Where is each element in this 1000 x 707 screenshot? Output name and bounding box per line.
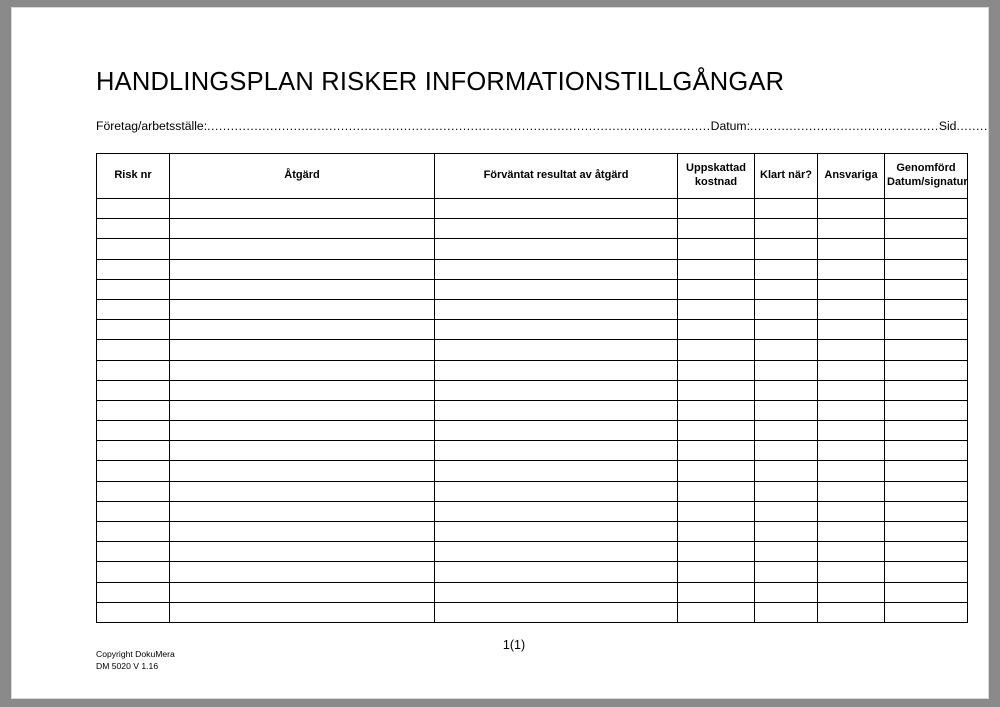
table-row xyxy=(97,380,968,400)
cell-ansvariga[interactable] xyxy=(818,542,885,562)
cell-genomford[interactable] xyxy=(885,421,968,441)
cell-klart-nar[interactable] xyxy=(755,199,818,219)
table-row xyxy=(97,320,968,340)
document-footer xyxy=(96,648,175,673)
cell-atgard[interactable] xyxy=(170,239,435,259)
cell-forvantat-resultat[interactable] xyxy=(435,239,678,259)
table-row xyxy=(97,582,968,602)
document-body xyxy=(82,68,988,672)
cell-forvantat-resultat[interactable] xyxy=(435,340,678,360)
cell-klart-nar[interactable] xyxy=(755,239,818,259)
cell-klart-nar[interactable] xyxy=(755,602,818,622)
cell-uppskattad-kostnad[interactable] xyxy=(678,501,755,521)
cell-forvantat-resultat[interactable] xyxy=(435,421,678,441)
cell-forvantat-resultat[interactable] xyxy=(435,279,678,299)
cell-klart-nar[interactable] xyxy=(755,481,818,501)
cell-klart-nar[interactable] xyxy=(755,299,818,319)
cell-ansvariga[interactable] xyxy=(818,340,885,360)
table-row xyxy=(97,562,968,582)
cell-uppskattad-kostnad[interactable] xyxy=(678,400,755,420)
cell-risk-nr[interactable] xyxy=(97,259,170,279)
cell-ansvariga[interactable] xyxy=(818,299,885,319)
cell-risk-nr[interactable] xyxy=(97,522,170,542)
cell-ansvariga[interactable] xyxy=(818,239,885,259)
document-page xyxy=(12,8,988,698)
cell-uppskattad-kostnad[interactable] xyxy=(678,441,755,461)
cell-genomford[interactable] xyxy=(885,501,968,521)
column-header-genomford xyxy=(885,154,968,199)
date-fill-field[interactable]: ................................................ xyxy=(749,119,939,133)
column-header-uppskattad-kostnad-line2: kostnad xyxy=(694,176,738,188)
cell-ansvariga[interactable] xyxy=(818,199,885,219)
table-row xyxy=(97,602,968,622)
cell-uppskattad-kostnad[interactable] xyxy=(678,259,755,279)
cell-uppskattad-kostnad[interactable] xyxy=(678,219,755,239)
column-header-atgard: Åtgärd xyxy=(170,154,435,199)
cell-atgard[interactable] xyxy=(170,441,435,461)
cell-ansvariga[interactable] xyxy=(818,421,885,441)
cell-atgard[interactable] xyxy=(170,501,435,521)
cell-forvantat-resultat[interactable] xyxy=(435,562,678,582)
cell-atgard[interactable] xyxy=(170,380,435,400)
cell-risk-nr[interactable] xyxy=(97,400,170,420)
cell-atgard[interactable] xyxy=(170,562,435,582)
cell-uppskattad-kostnad[interactable] xyxy=(678,360,755,380)
cell-uppskattad-kostnad[interactable] xyxy=(678,320,755,340)
cell-forvantat-resultat[interactable] xyxy=(435,400,678,420)
cell-atgard[interactable] xyxy=(170,199,435,219)
table-row xyxy=(97,542,968,562)
table-row xyxy=(97,400,968,420)
cell-risk-nr[interactable] xyxy=(97,299,170,319)
cell-atgard[interactable] xyxy=(170,279,435,299)
cell-risk-nr[interactable] xyxy=(97,582,170,602)
cell-atgard[interactable] xyxy=(170,421,435,441)
action-plan-table xyxy=(96,153,968,623)
table-row xyxy=(97,219,968,239)
cell-atgard[interactable] xyxy=(170,582,435,602)
company-label: Företag/arbetsställe: xyxy=(96,119,208,133)
cell-risk-nr[interactable] xyxy=(97,360,170,380)
table-row xyxy=(97,259,968,279)
cell-risk-nr[interactable] xyxy=(97,239,170,259)
cell-genomford[interactable] xyxy=(885,360,968,380)
cell-ansvariga[interactable] xyxy=(818,360,885,380)
cell-uppskattad-kostnad[interactable] xyxy=(678,522,755,542)
cell-ansvariga[interactable] xyxy=(818,461,885,481)
column-header-genomford-line1: Genomförd xyxy=(896,162,956,175)
cell-ansvariga[interactable] xyxy=(818,501,885,521)
cell-ansvariga[interactable] xyxy=(818,582,885,602)
cell-genomford[interactable] xyxy=(885,340,968,360)
cell-ansvariga[interactable] xyxy=(818,522,885,542)
cell-atgard[interactable] xyxy=(170,259,435,279)
cell-forvantat-resultat[interactable] xyxy=(435,299,678,319)
table-header-row xyxy=(97,154,968,199)
cell-risk-nr[interactable] xyxy=(97,380,170,400)
cell-klart-nar[interactable] xyxy=(755,259,818,279)
cell-forvantat-resultat[interactable] xyxy=(435,380,678,400)
column-header-genomford-line2: Datum/signatur xyxy=(887,176,968,188)
cell-risk-nr[interactable] xyxy=(97,461,170,481)
cell-klart-nar[interactable] xyxy=(755,360,818,380)
cell-atgard[interactable] xyxy=(170,461,435,481)
table-row xyxy=(97,299,968,319)
cell-genomford[interactable] xyxy=(885,199,968,219)
table-row xyxy=(97,360,968,380)
cell-risk-nr[interactable] xyxy=(97,602,170,622)
cell-klart-nar[interactable] xyxy=(755,562,818,582)
cell-uppskattad-kostnad[interactable] xyxy=(678,461,755,481)
cell-klart-nar[interactable] xyxy=(755,522,818,542)
cell-ansvariga[interactable] xyxy=(818,562,885,582)
cell-risk-nr[interactable] xyxy=(97,279,170,299)
cell-forvantat-resultat[interactable] xyxy=(435,582,678,602)
cell-uppskattad-kostnad[interactable] xyxy=(678,380,755,400)
cell-genomford[interactable] xyxy=(885,380,968,400)
table-row xyxy=(97,340,968,360)
cell-forvantat-resultat[interactable] xyxy=(435,259,678,279)
cell-uppskattad-kostnad[interactable] xyxy=(678,481,755,501)
column-header-uppskattad-kostnad xyxy=(678,154,755,199)
cell-uppskattad-kostnad[interactable] xyxy=(678,199,755,219)
column-header-forvantat-resultat: Förväntat resultat av åtgärd xyxy=(435,154,678,199)
cell-klart-nar[interactable] xyxy=(755,582,818,602)
cell-atgard[interactable] xyxy=(170,340,435,360)
cell-uppskattad-kostnad[interactable] xyxy=(678,542,755,562)
cell-ansvariga[interactable] xyxy=(818,219,885,239)
cell-risk-nr[interactable] xyxy=(97,421,170,441)
table-row xyxy=(97,481,968,501)
cell-atgard[interactable] xyxy=(170,602,435,622)
cell-genomford[interactable] xyxy=(885,299,968,319)
cell-uppskattad-kostnad[interactable] xyxy=(678,582,755,602)
cell-forvantat-resultat[interactable] xyxy=(435,461,678,481)
cell-atgard[interactable] xyxy=(170,320,435,340)
cell-risk-nr[interactable] xyxy=(97,542,170,562)
cell-klart-nar[interactable] xyxy=(755,400,818,420)
cell-genomford[interactable] xyxy=(885,279,968,299)
table-row xyxy=(97,239,968,259)
cell-ansvariga[interactable] xyxy=(818,259,885,279)
cell-forvantat-resultat[interactable] xyxy=(435,360,678,380)
footer-copyright: Copyright DokuMera xyxy=(96,649,175,659)
cell-risk-nr[interactable] xyxy=(97,199,170,219)
cell-genomford[interactable] xyxy=(885,522,968,542)
cell-klart-nar[interactable] xyxy=(755,340,818,360)
company-fill-field[interactable]: ................................................................................................................................ xyxy=(207,119,711,133)
cell-forvantat-resultat[interactable] xyxy=(435,219,678,239)
cell-genomford[interactable] xyxy=(885,481,968,501)
cell-klart-nar[interactable] xyxy=(755,279,818,299)
page-fill-field[interactable]: ........ xyxy=(956,119,988,133)
cell-risk-nr[interactable] xyxy=(97,320,170,340)
cell-genomford[interactable] xyxy=(885,542,968,562)
cell-uppskattad-kostnad[interactable] xyxy=(678,421,755,441)
cell-genomford[interactable] xyxy=(885,259,968,279)
cell-klart-nar[interactable] xyxy=(755,219,818,239)
cell-uppskattad-kostnad[interactable] xyxy=(678,239,755,259)
cell-genomford[interactable] xyxy=(885,219,968,239)
cell-klart-nar[interactable] xyxy=(755,461,818,481)
page-number: 1(1) xyxy=(502,638,526,652)
cell-ansvariga[interactable] xyxy=(818,320,885,340)
cell-forvantat-resultat[interactable] xyxy=(435,501,678,521)
column-header-klart-nar: Klart när? xyxy=(755,154,818,199)
page-label: Sid xyxy=(938,119,957,133)
cell-atgard[interactable] xyxy=(170,219,435,239)
cell-genomford[interactable] xyxy=(885,239,968,259)
table-row xyxy=(97,199,968,219)
cell-genomford[interactable] xyxy=(885,461,968,481)
cell-ansvariga[interactable] xyxy=(818,602,885,622)
cell-klart-nar[interactable] xyxy=(755,441,818,461)
table-row xyxy=(97,421,968,441)
cell-klart-nar[interactable] xyxy=(755,320,818,340)
cell-forvantat-resultat[interactable] xyxy=(435,522,678,542)
cell-ansvariga[interactable] xyxy=(818,400,885,420)
cell-uppskattad-kostnad[interactable] xyxy=(678,299,755,319)
cell-risk-nr[interactable] xyxy=(97,481,170,501)
cell-forvantat-resultat[interactable] xyxy=(435,602,678,622)
cell-ansvariga[interactable] xyxy=(818,279,885,299)
footer-document-code: DM 5020 V 1.16 xyxy=(96,661,159,672)
cell-genomford[interactable] xyxy=(885,562,968,582)
cell-risk-nr[interactable] xyxy=(97,501,170,521)
column-header-ansvariga: Ansvariga xyxy=(818,154,885,199)
table-row xyxy=(97,441,968,461)
cell-atgard[interactable] xyxy=(170,400,435,420)
cell-genomford[interactable] xyxy=(885,582,968,602)
cell-forvantat-resultat[interactable] xyxy=(435,441,678,461)
cell-forvantat-resultat[interactable] xyxy=(435,542,678,562)
table-row xyxy=(97,501,968,521)
cell-atgard[interactable] xyxy=(170,542,435,562)
cell-klart-nar[interactable] xyxy=(755,542,818,562)
cell-uppskattad-kostnad[interactable] xyxy=(678,562,755,582)
table-body xyxy=(97,199,968,623)
column-header-uppskattad-kostnad-line1: Uppskattad xyxy=(686,162,746,175)
document-meta-line xyxy=(96,119,988,133)
table-row xyxy=(97,522,968,542)
cell-uppskattad-kostnad[interactable] xyxy=(678,340,755,360)
cell-uppskattad-kostnad[interactable] xyxy=(678,602,755,622)
cell-genomford[interactable] xyxy=(885,602,968,622)
cell-klart-nar[interactable] xyxy=(755,421,818,441)
cell-ansvariga[interactable] xyxy=(818,380,885,400)
table-row xyxy=(97,461,968,481)
table-row xyxy=(97,279,968,299)
cell-forvantat-resultat[interactable] xyxy=(435,320,678,340)
cell-risk-nr[interactable] xyxy=(97,441,170,461)
cell-atgard[interactable] xyxy=(170,299,435,319)
cell-forvantat-resultat[interactable] xyxy=(435,481,678,501)
cell-genomford[interactable] xyxy=(885,400,968,420)
cell-risk-nr[interactable] xyxy=(97,340,170,360)
cell-ansvariga[interactable] xyxy=(818,481,885,501)
cell-atgard[interactable] xyxy=(170,481,435,501)
cell-klart-nar[interactable] xyxy=(755,380,818,400)
cell-klart-nar[interactable] xyxy=(755,501,818,521)
page-title: HANDLINGSPLAN RISKER INFORMATIONSTILLGÅNGAR xyxy=(96,68,785,96)
cell-risk-nr[interactable] xyxy=(97,562,170,582)
cell-uppskattad-kostnad[interactable] xyxy=(678,279,755,299)
cell-atgard[interactable] xyxy=(170,522,435,542)
cell-genomford[interactable] xyxy=(885,441,968,461)
cell-risk-nr[interactable] xyxy=(97,219,170,239)
cell-forvantat-resultat[interactable] xyxy=(435,199,678,219)
column-header-risk-nr: Risk nr xyxy=(97,154,170,199)
cell-genomford[interactable] xyxy=(885,320,968,340)
cell-atgard[interactable] xyxy=(170,360,435,380)
date-label: Datum: xyxy=(710,119,750,133)
cell-ansvariga[interactable] xyxy=(818,441,885,461)
